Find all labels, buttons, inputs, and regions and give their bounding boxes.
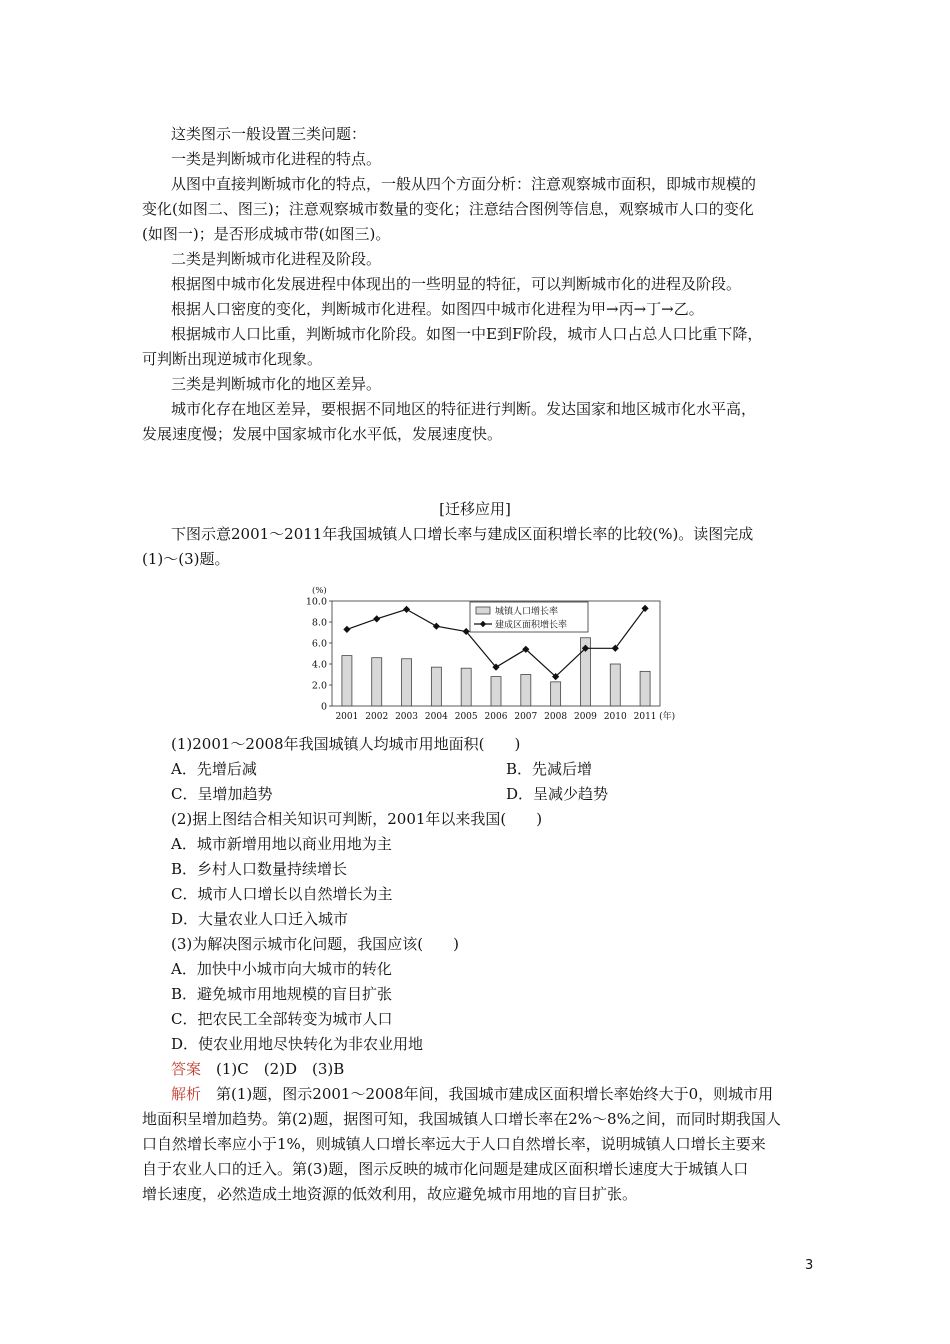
y-tick-label: 2.0	[311, 680, 327, 692]
legend-label-line: 建成区面积增长率	[495, 620, 568, 631]
x-tick-label: 2004	[424, 712, 448, 722]
question-3-stem: (3)为解决图示城市化问题，我国应该( )	[171, 935, 459, 953]
point-built-up-area-growth	[403, 606, 410, 613]
x-tick-label: 2008	[544, 712, 568, 722]
analysis-line-4: 自于农业人口的迁入。第(3)题，图示反映的城市化问题是建成区面积增长速度大于城镇人口	[142, 1160, 749, 1178]
x-tick-label: 2009	[574, 712, 597, 722]
x-tick-label: 2001	[335, 712, 359, 722]
legend-swatch-bar	[476, 607, 490, 614]
x-tick-label: 2006	[484, 712, 508, 722]
x-tick-label: 2002	[365, 712, 389, 722]
analysis-text-1: 第(1)题，图示2001～2008年间，我国城市建成区面积增长率始终大于0，则城市用	[216, 1085, 774, 1103]
point-built-up-area-growth	[433, 623, 440, 630]
bar-urban-population-growth	[610, 664, 620, 706]
question-1-option-b[interactable]: B．先减后增	[506, 760, 593, 778]
y-tick-label: 8.0	[311, 617, 327, 629]
y-tick-label: 0	[320, 701, 327, 713]
analysis-line-2: 地面积呈增加趋势。第(2)题，据图可知，我国城镇人口增长率在2%～8%之间，而同时期我国人	[142, 1110, 781, 1128]
intro-paragraph-3-line-2: 变化(如图二、图三)；注意观察城市数量的变化；注意结合图例等信息，观察城市人口的变化	[142, 200, 754, 218]
question-3-option-b[interactable]: B．避免城市用地规模的盲目扩张	[171, 985, 393, 1003]
intro-paragraph-1: 这类图示一般设置三类问题：	[171, 125, 367, 143]
intro-paragraph-6: 根据人口密度的变化，判断城市化进程。如图四中城市化进程为甲→丙→丁→乙。	[171, 300, 704, 318]
intro-paragraph-4: 二类是判断城市化进程及阶段。	[171, 250, 382, 268]
bar-urban-population-growth	[551, 682, 561, 706]
intro-paragraph-9-line-2: 发展速度慢；发展中国家城市化水平低，发展速度快。	[142, 425, 503, 443]
x-tick-label: 2005	[454, 712, 478, 722]
answer-text: (1)C (2)D (3)B	[216, 1060, 345, 1078]
question-3-option-c[interactable]: C．把农民工全部转变为城市人口	[171, 1010, 393, 1028]
bar-urban-population-growth	[640, 671, 650, 706]
y-tick-label: 10.0	[305, 596, 327, 608]
intro-paragraph-7-line-2: 可判断出现逆城市化现象。	[142, 350, 323, 368]
answer-line	[171, 1057, 851, 1082]
intro-paragraph-2: 一类是判断城市化进程的特点。	[171, 150, 382, 168]
intro-paragraph-7-line-1: 根据城市人口比重，判断城市化阶段。如图一中E到F阶段，城市人口占总人口比重下降，	[171, 325, 763, 343]
bar-urban-population-growth	[491, 677, 501, 706]
x-tick-label: 2007	[514, 712, 538, 722]
point-built-up-area-growth	[373, 615, 380, 622]
question-2-stem: (2)据上图结合相关知识可判断，2001年以来我国( )	[171, 810, 543, 828]
growth-rate-chart	[300, 582, 690, 722]
question-1-option-c[interactable]: C．呈增加趋势	[171, 785, 273, 803]
intro-paragraph-3-line-1: 从图中直接判断城市化的特点，一般从四个方面分析：注意观察城市面积，即城市规模的	[171, 175, 757, 193]
intro-paragraph-5: 根据图中城市化发展进程中体现出的一些明显的特征，可以判断城市化的进程及阶段。	[171, 275, 742, 293]
intro-paragraph-9-line-1: 城市化存在地区差异，要根据不同地区的特征进行判断。发达国家和地区城市化水平高，	[171, 400, 757, 418]
question-3-option-a[interactable]: A．加快中小城市向大城市的转化	[171, 960, 392, 978]
section-title: [迁移应用]	[439, 500, 511, 518]
y-axis-unit: (%)	[312, 586, 327, 596]
bar-urban-population-growth	[402, 659, 412, 706]
bar-urban-population-growth	[521, 675, 531, 707]
bar-urban-population-growth	[372, 658, 382, 706]
bar-urban-population-growth	[342, 656, 352, 706]
analysis-label: 解析	[171, 1085, 202, 1103]
y-tick-label: 4.0	[311, 659, 327, 671]
bar-urban-population-growth	[431, 667, 441, 706]
bar-urban-population-growth	[461, 668, 471, 706]
analysis-line-3: 口自然增长率应小于1%，则城镇人口增长率远大于人口自然增长率，说明城镇人口增长主要来	[142, 1135, 766, 1153]
x-tick-label: 2003	[395, 712, 418, 722]
intro-paragraph-3-line-3: (如图一)；是否形成城市带(如图三)。	[142, 225, 391, 243]
y-tick-label: 6.0	[311, 638, 327, 650]
question-2-option-a[interactable]: A．城市新增用地以商业用地为主	[171, 835, 392, 853]
question-1-option-a[interactable]: A．先增后减	[171, 760, 257, 778]
question-2-option-c[interactable]: C．城市人口增长以自然增长为主	[171, 885, 393, 903]
page-number: 3	[805, 1258, 814, 1273]
answer-label: 答案	[171, 1060, 202, 1078]
x-tick-label: 2010	[603, 712, 627, 722]
legend-label-bar: 城镇人口增长率	[495, 607, 559, 617]
x-axis-unit: (年)	[659, 712, 676, 722]
x-tick-label: 2011	[633, 712, 657, 722]
question-2-option-b[interactable]: B．乡村人口数量持续增长	[171, 860, 348, 878]
question-3-option-d[interactable]: D．使农业用地尽快转化为非农业用地	[171, 1035, 424, 1053]
question-intro-line-2: (1)～(3)题。	[142, 550, 230, 568]
analysis-line-5: 增长速度，必然造成土地资源的低效利用，故应避免城市用地的盲目扩张。	[142, 1185, 638, 1203]
analysis-line-1	[171, 1082, 851, 1107]
point-built-up-area-growth	[343, 626, 350, 633]
question-intro-line-1: 下图示意2001～2011年我国城镇人口增长率与建成区面积增长率的比较(%)。读图完成	[171, 525, 754, 543]
intro-paragraph-8: 三类是判断城市化的地区差异。	[171, 375, 382, 393]
question-2-option-d[interactable]: D．大量农业人口迁入城市	[171, 910, 349, 928]
question-1-stem: (1)2001～2008年我国城镇人均城市用地面积( )	[171, 735, 521, 753]
question-1-option-d[interactable]: D．呈减少趋势	[506, 785, 609, 803]
